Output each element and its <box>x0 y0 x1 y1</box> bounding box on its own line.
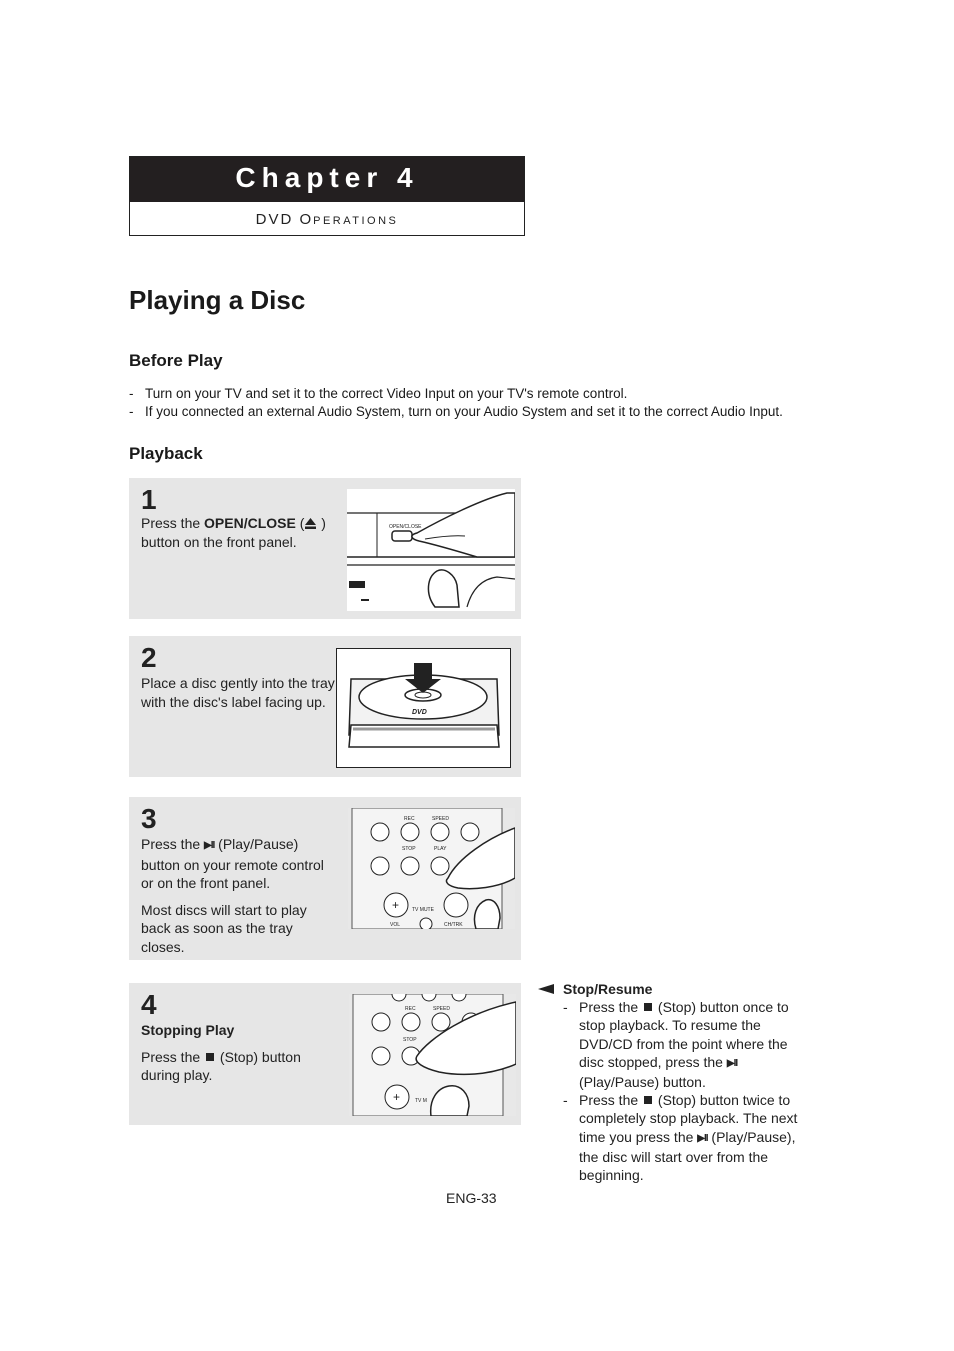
step-2-text: Place a disc gently into the tray with the disc's label facing up. <box>141 675 335 710</box>
chapter-subtitle-rest: PERATIONS <box>313 215 399 227</box>
eject-icon <box>304 517 317 530</box>
open-close-label: OPEN/CLOSE <box>389 524 422 530</box>
stop-icon <box>644 1096 652 1104</box>
step-1-panel <box>129 478 521 619</box>
play-pause-icon: ▶II <box>726 1057 738 1069</box>
step-4-panel <box>129 983 521 1125</box>
svg-text:REC: REC <box>405 1006 416 1012</box>
step-3-text: Press the ▶II (Play/Pause) button on your remote control or on the front panel. Most discs will start to play back as soon as the tray closes. <box>141 836 324 955</box>
dvd-logo: DVD <box>412 709 427 716</box>
step-number: 2 <box>141 642 157 673</box>
list-item: - If you connected an external Audio System, turn on your Audio System and set it to the correct Audio Input. <box>129 403 783 421</box>
page-title: Playing a Disc <box>129 285 306 315</box>
svg-text:TV M: TV M <box>415 1098 427 1104</box>
stop-icon <box>206 1053 214 1061</box>
svg-text:STOP: STOP <box>403 1037 417 1043</box>
disc-tray-illustration <box>336 648 511 768</box>
page-number: ENG-33 <box>446 1190 497 1206</box>
chapter-title: Chapter 4 <box>130 157 524 202</box>
chapter-subtitle <box>130 203 524 235</box>
step-number: 3 <box>141 803 157 834</box>
step-number: 4 <box>141 989 157 1020</box>
svg-text:REC: REC <box>404 816 415 822</box>
list-item: - Press the (Stop) button once to stop playback. To resume the DVD/CD from the point where the disc stopped, press the ▶II (Play/Pause) button. <box>538 998 808 1091</box>
svg-text:SPEED: SPEED <box>433 1006 450 1012</box>
front-panel-illustration <box>347 489 515 611</box>
svg-text:STOP: STOP <box>402 846 416 852</box>
play-pause-icon: ▶II <box>204 840 215 851</box>
playback-heading: Playback <box>129 444 203 463</box>
step-1-text: Press the OPEN/CLOSE ( ) button on the front panel. <box>141 515 326 550</box>
chapter-header <box>129 156 525 236</box>
svg-text:SPEED: SPEED <box>432 816 449 822</box>
svg-text:TV MUTE: TV MUTE <box>412 907 434 913</box>
chapter-subtitle-cap: DVD O <box>255 211 314 228</box>
svg-text:+: + <box>392 898 400 912</box>
stop-resume-note <box>538 980 808 1184</box>
before-play-list <box>129 385 783 421</box>
stop-icon <box>644 1003 652 1011</box>
remote-play-illustration <box>348 808 515 929</box>
stopping-play-subheading: Stopping Play <box>141 1022 235 1038</box>
play-pause-icon: ▶II <box>697 1132 708 1144</box>
step-4-text: Stopping Play Press the (Stop) button during play. <box>141 1022 301 1083</box>
remote-stop-illustration <box>349 994 516 1116</box>
list-item: - Turn on your TV and set it to the correct Video Input on your TV's remote control. <box>129 385 783 403</box>
step-number: 1 <box>141 484 157 515</box>
svg-text:CH/TRK: CH/TRK <box>444 922 463 928</box>
list-item: - Press the (Stop) button twice to completely stop playback. The next time you press the ▶II (Play/Pause), the disc will start over from the beginning. <box>538 1091 808 1184</box>
svg-text:VOL: VOL <box>390 922 401 928</box>
svg-text:PLAY: PLAY <box>434 846 447 852</box>
step-3-panel <box>129 797 521 960</box>
before-play-heading: Before Play <box>129 351 223 370</box>
step-2-panel <box>129 636 521 777</box>
stop-resume-heading: Stop/Resume <box>538 980 808 998</box>
svg-text:+: + <box>393 1090 401 1104</box>
